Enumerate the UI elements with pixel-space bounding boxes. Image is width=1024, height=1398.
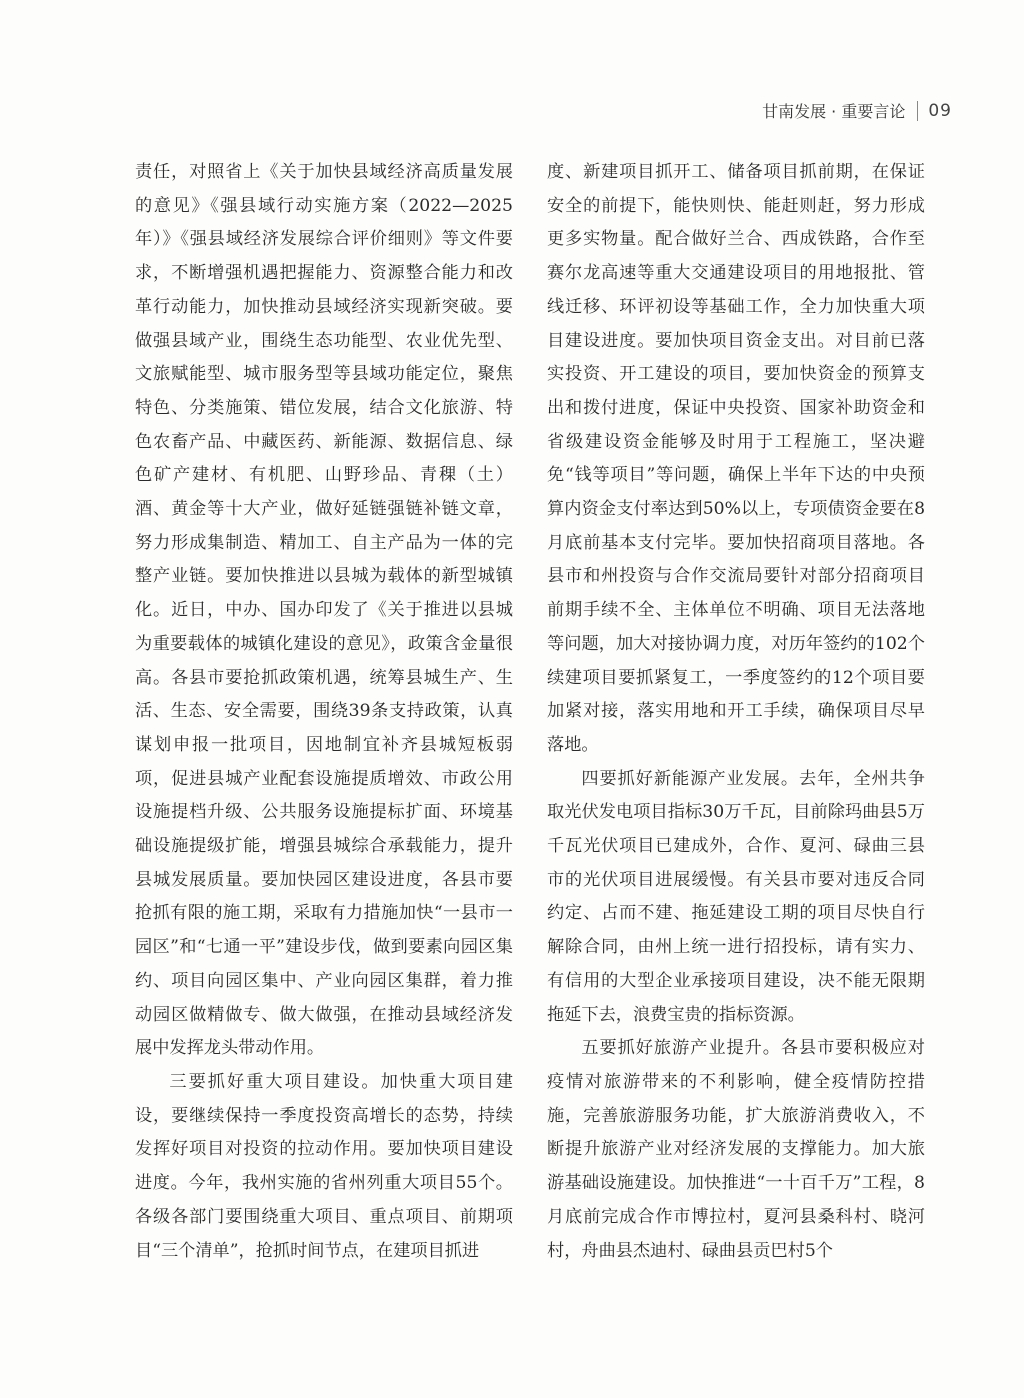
- right-column: [547, 156, 925, 1268]
- running-header: [762, 99, 952, 122]
- paragraph: 责任，对照省上《关于加快县域经济高质量发展的意见》《强县域行动实施方案（2022—2025年）》《强县域经济发展综合评价细则》等文件要求，不断增强机遇把握能力、资源整合能力和改革行动能力，加快推动县域经济实现新突破。要做强县域产业，围绕生态功能型、农业优先型、文旅赋能型、城市服务型等县域功能定位，聚焦特色、分类施策、错位发展，结合文化旅游、特色农畜产品、中藏医药、新能源、数据信息、绿色矿产建材、有机肥、山野珍品、青稞（土）酒、黄金等十大产业，做好延链强链补链文章，努力形成集制造、精加工、自主产品为一体的完整产业链。要加快推进以县城为载体的新型城镇化。近日，中办、国办印发了《关于推进以县城为重要载体的城镇化建设的意见》，政策含金量很高。各县市要抢抓政策机遇，统筹县城生产、生活、生态、安全需要，围绕39条支持政策，认真谋划申报一批项目，因地制宜补齐县城短板弱项，促进县城产业配套设施提质增效、市政公用设施提档升级、公共服务设施提标扩面、环境基础设施提级扩能，增强县城综合承载能力，提升县城发展质量。要加快园区建设进度，各县市要抢抓有限的施工期，采取有力措施加快“一县市一园区”和“七通一平”建设步伐，做到要素向园区集约、项目向园区集中、产业向园区集群，着力推动园区做精做专、做大做强，在推动县域经济发展中发挥龙头带动作用。: [135, 162, 513, 1059]
- paragraph: 度、新建项目抓开工、储备项目抓前期，在保证安全的前提下，能快则快、能赶则赶，努力形成更多实物量。配合做好兰合、西成铁路，合作至赛尔龙高速等重大交通建设项目的用地报批、管线迁移、环评初设等基础工作，全力加快重大项目建设进度。要加快项目资金支出。对目前已落实投资、开工建设的项目，要加快资金的预算支出和拨付进度，保证中央投资、国家补助资金和省级建设资金能够及时用于工程施工，坚决避免“钱等项目”等问题，确保上半年下达的中央预算内资金支付率达到50%以上，专项债资金要在8月底前基本支付完毕。要加快招商项目落地。各县市和州投资与合作交流局要针对部分招商项目前期手续不全、主体单位不明确、项目无法落地等问题，加大对接协调力度，对历年签约的102个续建项目要抓紧复工，一季度签约的12个项目要加紧对接，落实用地和开工手续，确保项目尽早落地。: [547, 162, 925, 755]
- header-divider: [917, 101, 918, 121]
- paragraph: 五要抓好旅游产业提升。各县市要积极应对疫情对旅游带来的不利影响，健全疫情防控措施，完善旅游服务功能，扩大旅游消费收入，不断提升旅游产业对经济发展的支撑能力。加大旅游基础设施建设。加快推进“一十百千万”工程，8月底前完成合作市博拉村，夏河县桑科村、晓河村，舟曲县杰迪村、碌曲县贡巴村5个: [547, 1038, 925, 1261]
- page-number: 09: [928, 100, 952, 121]
- section-title: 甘南发展 · 重要言论: [762, 102, 906, 121]
- paragraph: 四要抓好新能源产业发展。去年，全州共争取光伏发电项目指标30万千瓦，目前除玛曲县5万千瓦光伏项目已建成外，合作、夏河、碌曲三县市的光伏项目进展缓慢。有关县市要对违反合同约定、占而不建、拖延建设工期的项目尽快自行解除合同，由州上统一进行招投标，请有实力、有信用的大型企业承接项目建设，决不能无限期拖延下去，浪费宝贵的指标资源。: [547, 768, 925, 1025]
- left-column: [135, 156, 513, 1268]
- paragraph: 三要抓好重大项目建设。加快重大项目建设，要继续保持一季度投资高增长的态势，持续发挥好项目对投资的拉动作用。要加快项目建设进度。今年，我州实施的省州列重大项目55个。各级各部门要围绕重大项目、重点项目、前期项目“三个清单”，抢抓时间节点，在建项目抓进: [135, 1071, 513, 1261]
